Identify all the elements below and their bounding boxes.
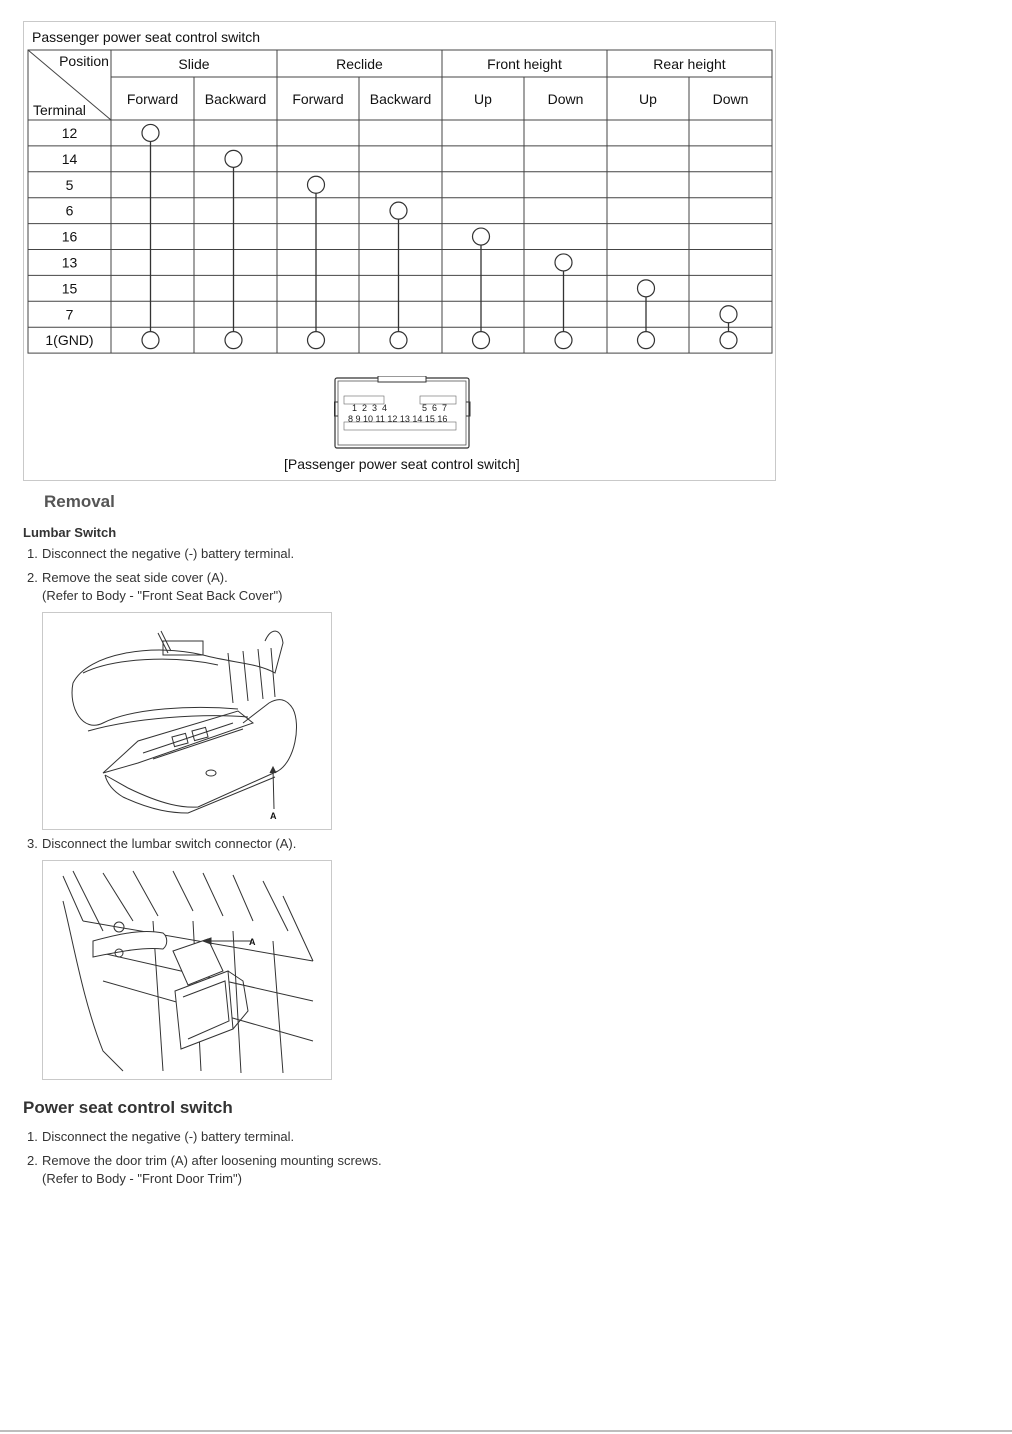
lumbar-step-1: 1. Disconnect the negative (-) battery terminal. <box>27 546 295 561</box>
lumbar-step-2: 2. Remove the seat side cover (A). <box>27 570 228 585</box>
continuity-node <box>225 332 242 349</box>
continuity-node <box>638 332 655 349</box>
group-header: Front height <box>487 56 562 72</box>
continuity-node <box>720 306 737 323</box>
power-seat-switch-heading: Power seat control switch <box>23 1098 233 1117</box>
page-bottom-rule <box>0 1430 1012 1432</box>
continuity-node <box>555 254 572 271</box>
continuity-node <box>555 332 572 349</box>
power-step-1: 1. Disconnect the negative (-) battery terminal. <box>27 1129 295 1144</box>
corner-position-label: Position <box>59 53 109 69</box>
connector-diagram <box>334 376 472 455</box>
terminal-label: 1(GND) <box>45 332 94 349</box>
sub-column-header: Forward <box>292 91 344 107</box>
terminal-label: 5 <box>65 176 74 193</box>
continuity-node <box>142 332 159 349</box>
continuity-node <box>473 228 490 245</box>
sub-column-header: Backward <box>369 91 432 107</box>
terminal-label: 12 <box>61 124 78 141</box>
seat-side-cover-illustration <box>42 612 332 830</box>
terminal-label: 13 <box>61 254 78 271</box>
sub-column-header: Down <box>547 91 584 107</box>
power-step-2-ref: (Refer to Body - "Front Door Trim") <box>42 1171 242 1186</box>
continuity-node <box>142 124 159 141</box>
continuity-node <box>308 176 325 193</box>
corner-terminal-label: Terminal <box>33 102 86 118</box>
removal-heading: Removal <box>44 492 115 511</box>
connector-pins-row1: 1 2 3 4 5 6 7 <box>352 403 448 413</box>
lumbar-step-2-ref: (Refer to Body - "Front Seat Back Cover") <box>42 588 283 603</box>
group-header: Reclide <box>336 56 383 72</box>
switch-table-title: Passenger power seat control switch <box>32 29 260 45</box>
terminal-label: 7 <box>65 306 74 323</box>
continuity-node <box>638 280 655 297</box>
continuity-node <box>225 150 242 167</box>
sub-column-header: Backward <box>204 91 267 107</box>
lumbar-connector-illustration <box>42 860 332 1080</box>
sub-column-header: Down <box>712 91 749 107</box>
power-step-2: 2. Remove the door trim (A) after loosening mounting screws. <box>27 1153 382 1168</box>
terminal-label: 14 <box>61 150 78 167</box>
lumbar-step-3: 3. Disconnect the lumbar switch connector (A). <box>27 836 297 851</box>
continuity-node <box>390 202 407 219</box>
group-header: Rear height <box>653 56 726 72</box>
sub-column-header: Up <box>639 91 657 107</box>
connector-caption: [Passenger power seat control switch] <box>284 456 520 472</box>
continuity-node <box>720 332 737 349</box>
connector-pins-row2: 8 9 10 11 12 13 14 15 16 <box>348 414 448 424</box>
sub-column-header: Up <box>474 91 492 107</box>
continuity-node <box>473 332 490 349</box>
terminal-label: 6 <box>65 202 74 219</box>
seat-cover-callout-a: A <box>270 811 277 821</box>
terminal-continuity-table <box>0 0 1012 360</box>
terminal-label: 16 <box>61 228 78 245</box>
continuity-node <box>308 332 325 349</box>
continuity-node <box>390 332 407 349</box>
group-header: Slide <box>178 56 210 72</box>
sub-column-header: Forward <box>126 91 179 107</box>
terminal-label: 15 <box>61 280 78 297</box>
lumbar-connector-callout-a: A <box>249 937 256 947</box>
lumbar-switch-heading: Lumbar Switch <box>23 525 117 540</box>
